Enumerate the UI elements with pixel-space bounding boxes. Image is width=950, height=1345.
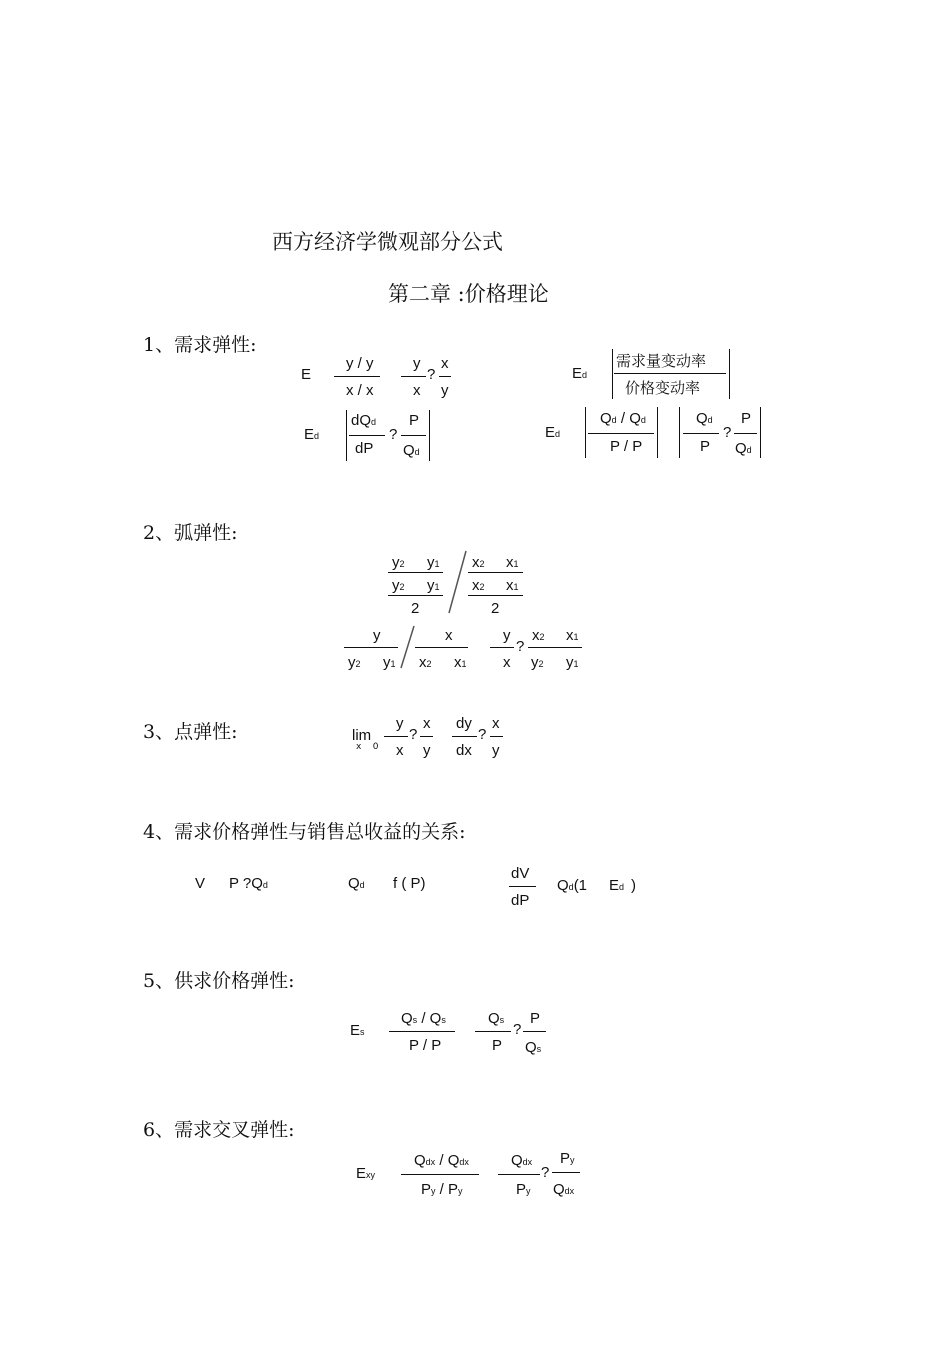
fraction-bar	[468, 595, 523, 596]
fraction-bar	[388, 595, 443, 596]
section-heading-revenue-relation: 4、需求价格弹性与销售总收益的关系:	[143, 821, 466, 843]
operator: ?	[409, 726, 418, 743]
numerator: y / y	[346, 355, 374, 372]
numerator: P	[409, 412, 420, 429]
term: y1	[427, 554, 440, 571]
numerator: x	[492, 715, 500, 732]
numerator: y	[503, 627, 511, 644]
denominator: Qdx	[553, 1181, 575, 1198]
denominator: P / P	[610, 438, 643, 455]
absolute-bar	[760, 407, 761, 458]
numerator: Py	[560, 1150, 575, 1167]
denominator: y1	[383, 654, 396, 671]
operator: ?	[541, 1164, 550, 1181]
absolute-bar	[346, 410, 347, 461]
denominator: dP	[355, 440, 374, 457]
formula-symbol: Ed	[304, 426, 320, 443]
denominator: Qd	[735, 440, 752, 457]
fraction-bar	[415, 647, 468, 648]
section-heading-cross-elasticity: 6、需求交叉弹性:	[143, 1119, 295, 1141]
numerator: Qd	[696, 410, 713, 427]
denominator: dx	[456, 742, 472, 759]
fraction-bar	[498, 1174, 540, 1175]
formula-symbol: Es	[350, 1022, 365, 1039]
fraction-bar	[452, 736, 477, 737]
absolute-bar	[585, 407, 586, 458]
absolute-bar	[612, 349, 613, 399]
denominator: dP	[511, 892, 530, 909]
term: x2	[472, 577, 485, 594]
fraction-bar	[420, 736, 433, 737]
term: Qd(1	[557, 877, 588, 894]
denominator: Py / Py	[421, 1181, 463, 1198]
fraction-bar	[439, 376, 451, 377]
formula-symbol: Ed	[545, 424, 561, 441]
division-slash	[446, 549, 470, 615]
fraction-bar	[349, 435, 385, 436]
numerator: Qdx	[511, 1152, 533, 1169]
denominator: Qs	[525, 1039, 542, 1056]
section-heading-demand-elasticity: 1、需求弹性:	[143, 334, 257, 356]
numerator: Qs / Qs	[401, 1010, 446, 1027]
section-heading-arc-elasticity: 2、弧弹性:	[143, 522, 238, 544]
numerator: P	[530, 1010, 541, 1027]
term: V	[195, 875, 206, 892]
absolute-bar	[679, 407, 680, 458]
numerator: dy	[456, 715, 472, 732]
operator: ?	[478, 726, 487, 743]
term: y1	[427, 577, 440, 594]
term: y2	[392, 577, 405, 594]
term: x2	[472, 554, 485, 571]
fraction-bar	[523, 1031, 546, 1032]
term: x1	[506, 554, 519, 571]
term: x1	[506, 577, 519, 594]
numerator: x	[445, 627, 453, 644]
fraction-bar	[475, 1031, 511, 1032]
fraction-bar	[401, 1174, 479, 1175]
numerator: x	[441, 355, 449, 372]
operator: ?	[513, 1021, 522, 1038]
fraction-bar	[552, 1172, 580, 1173]
chapter-title: 第二章 :价格理论	[388, 282, 549, 306]
term: Ed	[609, 877, 625, 894]
numerator: Qs	[488, 1010, 505, 1027]
fraction-bar	[509, 886, 536, 887]
denominator: Py	[516, 1181, 531, 1198]
fraction-bar	[490, 647, 514, 648]
term: f ( P)	[393, 875, 426, 892]
absolute-bar	[657, 407, 658, 458]
numerator: x1	[566, 627, 579, 644]
denominator: x	[503, 654, 511, 671]
numerator: x2	[532, 627, 545, 644]
denominator: y	[492, 742, 500, 759]
denominator: y1	[566, 654, 579, 671]
numerator: dV	[511, 865, 530, 882]
numerator: Qdx / Qdx	[414, 1152, 469, 1169]
fraction-bar	[384, 736, 408, 737]
fraction-bar	[490, 736, 503, 737]
fraction-bar	[401, 376, 426, 377]
denominator: P	[700, 438, 711, 455]
denominator: x2	[419, 654, 432, 671]
fraction-bar	[528, 647, 582, 648]
term: )	[631, 877, 636, 894]
absolute-bar	[429, 410, 430, 461]
term: Qd	[348, 875, 365, 892]
term: 2	[411, 600, 420, 617]
formula-symbol: E	[301, 366, 312, 383]
fraction-bar	[468, 572, 523, 573]
formula-symbol: Ed	[572, 365, 588, 382]
denominator: x1	[454, 654, 467, 671]
denominator: y2	[348, 654, 361, 671]
operator: ?	[389, 426, 398, 443]
limit-subscript: x 0	[356, 742, 379, 752]
fraction-bar	[401, 435, 426, 436]
numerator: P	[741, 410, 752, 427]
denominator: y2	[531, 654, 544, 671]
fraction-bar	[588, 433, 654, 434]
formula-symbol: Exy	[356, 1165, 376, 1182]
denominator: P / P	[409, 1037, 442, 1054]
numerator: Qd / Qd	[600, 410, 646, 427]
operator: ?	[723, 424, 732, 441]
denominator: 价格变动率	[625, 379, 701, 397]
term: 2	[491, 600, 500, 617]
operator: ?	[516, 638, 525, 655]
section-heading-point-elasticity: 3、点弹性:	[143, 721, 238, 743]
fraction-bar	[344, 647, 398, 648]
term: P ?Qd	[229, 875, 268, 892]
numerator: x	[423, 715, 431, 732]
fraction-bar	[734, 433, 757, 434]
denominator: y	[441, 382, 449, 399]
denominator: Qd	[403, 442, 420, 459]
absolute-bar	[729, 349, 730, 399]
section-heading-supply-elasticity: 5、供求价格弹性:	[143, 970, 295, 992]
fraction-bar	[683, 433, 719, 434]
document-title: 西方经济学微观部分公式	[272, 230, 503, 254]
numerator: y	[413, 355, 421, 372]
operator: ?	[427, 366, 436, 383]
term: y2	[392, 554, 405, 571]
fraction-bar	[389, 1031, 455, 1032]
denominator: x	[413, 382, 421, 399]
denominator: x	[396, 742, 404, 759]
numerator: y	[396, 715, 404, 732]
limit-operator: lim	[352, 727, 372, 744]
fraction-bar	[334, 376, 380, 377]
denominator: x / x	[346, 382, 374, 399]
numerator: y	[373, 627, 381, 644]
fraction-bar	[388, 572, 443, 573]
denominator: y	[423, 742, 431, 759]
numerator: dQd	[351, 412, 377, 429]
fraction-bar	[614, 373, 726, 374]
numerator: 需求量变动率	[616, 352, 707, 370]
denominator: P	[492, 1037, 503, 1054]
